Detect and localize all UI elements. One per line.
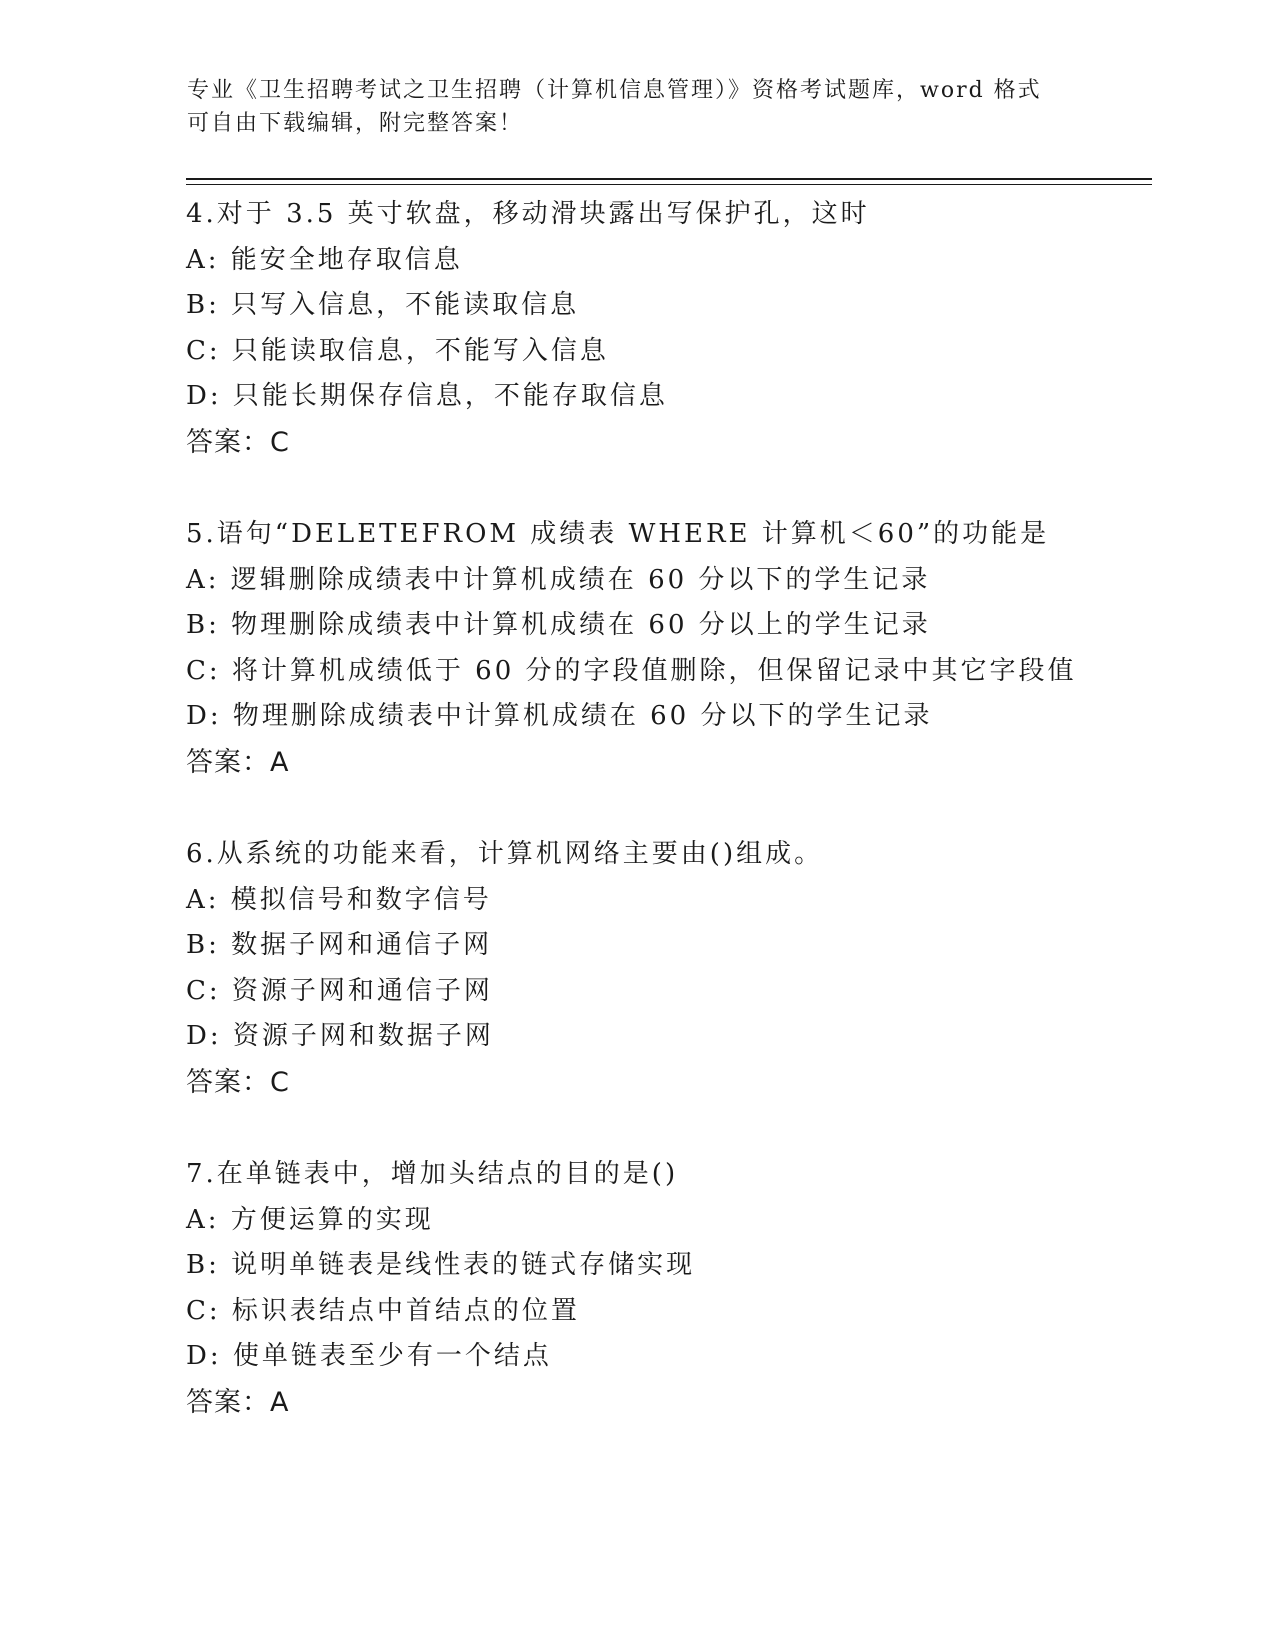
answer-label: 答案：C [186, 426, 290, 458]
header-line-2: 可自由下载编辑，附完整答案！ [187, 111, 524, 136]
question-list [186, 192, 1186, 1472]
option-b: B: 数据子网和通信子网 [186, 930, 493, 960]
document-header [187, 74, 1087, 140]
option-d: D: 资源子网和数据子网 [186, 1021, 494, 1051]
answer-label: 答案：A [186, 1386, 290, 1418]
header-line-1: 专业《卫生招聘考试之卫生招聘（计算机信息管理）》资格考试题库，word 格式 [187, 78, 1042, 103]
question-stem: 6.从系统的功能来看，计算机网络主要由()组成。 [186, 839, 824, 869]
question-stem: 7.在单链表中，增加头结点的目的是() [186, 1159, 679, 1189]
question-stem: 5.语句“DELETEFROM 成绩表 WHERE 计算机＜60”的功能是 [186, 519, 1050, 549]
question-4 [186, 192, 1186, 512]
option-c: C: 只能读取信息，不能写入信息 [186, 335, 609, 366]
option-b: B: 只写入信息，不能读取信息 [186, 290, 580, 320]
option-a: A: 能安全地存取信息 [186, 244, 463, 275]
question-6 [186, 832, 1186, 1152]
question-stem: 4.对于 3.5 英寸软盘，移动滑块露出写保护孔，这时 [186, 199, 870, 229]
answer-label: 答案：C [186, 1066, 290, 1098]
header-divider-thin [186, 184, 1152, 185]
option-a: A: 方便运算的实现 [186, 1204, 434, 1235]
question-5 [186, 512, 1186, 832]
option-d: D: 只能长期保存信息，不能存取信息 [186, 381, 668, 411]
option-a: A: 逻辑删除成绩表中计算机成绩在 60 分以下的学生记录 [186, 564, 931, 595]
option-a: A: 模拟信号和数字信号 [186, 884, 492, 915]
option-c: C: 资源子网和通信子网 [186, 975, 493, 1006]
option-c: C: 标识表结点中首结点的位置 [186, 1295, 580, 1326]
option-d: D: 使单链表至少有一个结点 [186, 1341, 552, 1371]
option-c: C: 将计算机成绩低于 60 分的字段值删除，但保留记录中其它字段值 [186, 655, 1077, 686]
option-b: B: 说明单链表是线性表的链式存储实现 [186, 1250, 696, 1280]
header-divider-thick [186, 178, 1152, 180]
option-d: D: 物理删除成绩表中计算机成绩在 60 分以下的学生记录 [186, 701, 933, 731]
question-7 [186, 1152, 1186, 1472]
option-b: B: 物理删除成绩表中计算机成绩在 60 分以上的学生记录 [186, 610, 931, 640]
answer-label: 答案：A [186, 746, 290, 778]
